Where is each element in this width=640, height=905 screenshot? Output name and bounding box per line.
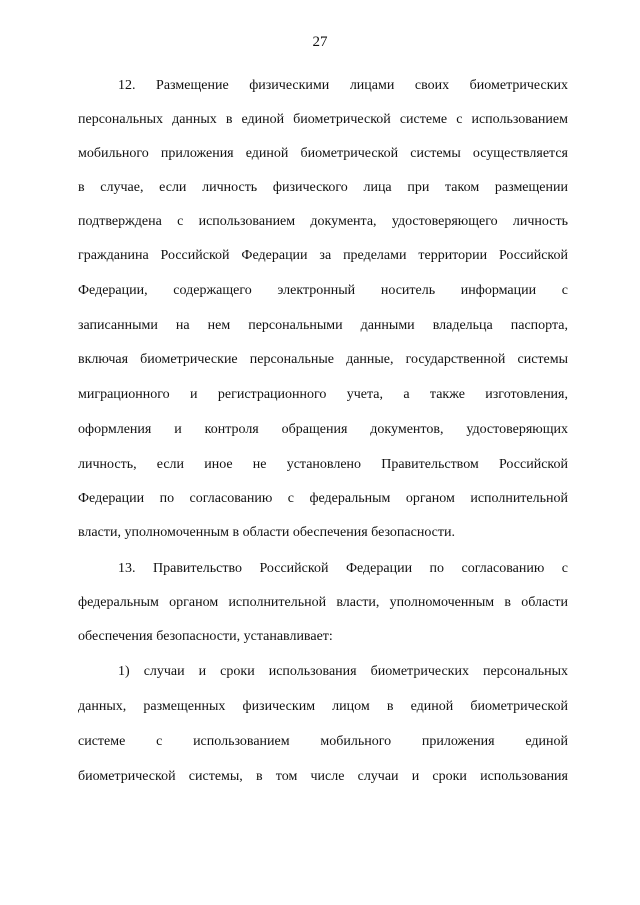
text-line: биометрической системы, в том числе случаи и сроки использования (78, 769, 568, 784)
page-number: 27 (312, 34, 328, 50)
text-line: личность, если иное не установлено Правительством Российской (78, 457, 568, 472)
text-line: записанными на нем персональными данными владельца паспорта, (78, 318, 568, 333)
text-line: миграционного и регистрационного учета, а также изготовления, (78, 387, 568, 402)
text-line: 13. Правительство Российской Федерации по согласованию с (118, 561, 568, 576)
text-line: гражданина Российской Федерации за пределами территории Российской (78, 248, 568, 263)
text-line: Федерации по согласованию с федеральным органом исполнительной (78, 491, 568, 506)
text-line: мобильного приложения единой биометрической системы осуществляется (78, 146, 568, 161)
text-line: обеспечения безопасности, устанавливает: (78, 629, 333, 644)
text-line: 1) случаи и сроки использования биометрических персональных (118, 664, 568, 679)
text-line: федеральным органом исполнительной власти, уполномоченным в области (78, 595, 568, 610)
text-line: персональных данных в единой биометрической системе с использованием (78, 112, 568, 127)
text-line: включая биометрические персональные данные, государственной системы (78, 352, 568, 367)
text-line: 12. Размещение физическими лицами своих биометрических (118, 78, 568, 93)
text-line: системе с использованием мобильного приложения единой (78, 734, 568, 749)
text-line: Федерации, содержащего электронный носитель информации с (78, 283, 568, 298)
text-line: в случае, если личность физического лица при таком размещении (78, 180, 568, 195)
text-line: власти, уполномоченным в области обеспечения безопасности. (78, 525, 455, 540)
text-line: данных, размещенных физическим лицом в единой биометрической (78, 699, 568, 714)
text-line: оформления и контроля обращения документов, удостоверяющих (78, 422, 568, 437)
text-line: подтверждена с использованием документа, удостоверяющего личность (78, 214, 568, 229)
